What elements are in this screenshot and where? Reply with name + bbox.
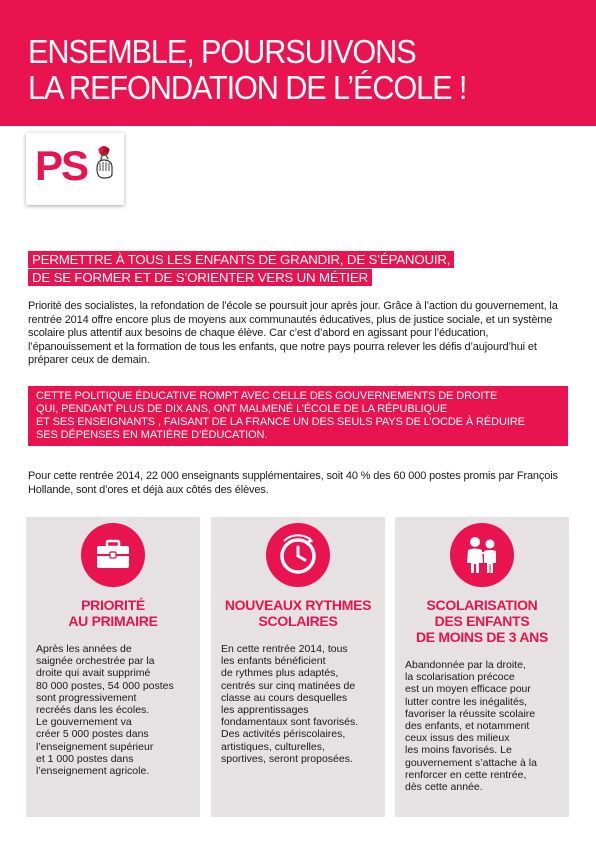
card-body-line: l’enseignement agricole. (36, 765, 150, 778)
pullquote-line: CETTE POLITIQUE ÉDUCATIVE ROMPT AVEC CELLE DES GOUVERNEMENTS DE DROITE (36, 390, 498, 402)
card-body (36, 643, 194, 777)
ps-logo (26, 133, 124, 205)
logo-text: PS (35, 142, 88, 189)
card-body-line: les moins favorisés. Le (405, 744, 512, 757)
card-title-line: DE MOINS DE 3 ANS (415, 629, 549, 645)
card-body (221, 643, 379, 765)
card-body (405, 659, 563, 793)
intro-paragraph: Priorité des socialistes, la refondation de l’école se poursuit jour après jour. Grâce à l’action du gouvernement, la rentrée 2014 offre encore plus de moyens aux communautés éducatives, plus de justice sociale, et un système scolaire plus attentif aux besoins de chaque élève. Car c’est d’abord en agissant pour l’éducation, l’épanouissement et la formation de tous les enfants, que notre pays pourra relever les défis d’aujourd’hui et préparer ceux de demain. (28, 300, 558, 367)
card-icon-circle (450, 523, 514, 587)
card-body-line: 80 000 postes, 54 000 postes (36, 679, 174, 692)
card-body-line: sportives, seront proposées. (221, 752, 353, 765)
card-title-line: SCOLAIRES (258, 613, 338, 629)
page-title-line: LA REFONDATION DE L’ÉCOLE ! (28, 69, 467, 106)
card-body-line: saignée orchestrée par la (36, 655, 155, 668)
card-body-line: lutter contre les inégalités, (405, 695, 527, 708)
card-body-line: Le gouvernement va (36, 716, 132, 729)
card-early-schooling (395, 517, 569, 817)
section-heading (28, 251, 518, 287)
section-heading-line: DE SE FORMER ET DE S’ORIENTER VERS UN MÉTIER (28, 269, 372, 286)
card-body-line: En cette rentrée 2014, tous (221, 643, 348, 655)
rentree-paragraph: Pour cette rentrée 2014, 22 000 enseignants supplémentaires, soit 40 % des 60 000 postes promis par François Hollande, sont d’ores et déjà aux côtés des élèves. (28, 470, 558, 496)
card-title (395, 597, 569, 645)
rose-fist-icon (93, 145, 117, 179)
card-body-line: ceux issus des milieux (405, 732, 510, 745)
card-body-line: et 1 000 postes dans (36, 752, 134, 765)
briefcase-icon (81, 523, 145, 587)
card-body-line: favoriser la réussite scolaire (405, 707, 536, 720)
card-body-line: des enfants, et notamment (405, 720, 530, 733)
card-body-line: Des activités périscolaires, (221, 728, 346, 741)
card-title (211, 597, 385, 629)
card-body-line: sont progressivement (36, 691, 137, 704)
card-title-line: DES ENFANTS (434, 613, 530, 629)
card-body-line: renforcer en cette rentrée, (405, 768, 527, 781)
card-body-line: gouvernement s’attache à la (405, 756, 537, 769)
card-body-line: créer 5 000 postes dans (36, 728, 149, 741)
card-body-line: de rythmes plus adaptés, (221, 667, 339, 680)
card-body-line: artistiques, culturelles, (221, 740, 325, 753)
card-title-line: PRIORITÉ (81, 597, 145, 613)
card-icon-circle (81, 523, 145, 587)
card-body-line: droite qui avait supprimé (36, 667, 151, 680)
card-body-line: centrés sur cinq matinées de (221, 679, 356, 692)
card-body-line: dès cette année. (405, 781, 483, 794)
policy-pullquote (28, 386, 568, 446)
card-body-line: est un moyen efficace pour (405, 683, 531, 696)
card-title-line: AU PRIMAIRE (68, 613, 158, 629)
card-body-line: les apprentissages (221, 704, 309, 717)
children-icon (450, 523, 514, 587)
card-body-line: Abandonnée par la droite, (405, 659, 526, 671)
card-body-line: recréés dans les écoles. (36, 704, 150, 717)
clock-icon (266, 523, 330, 587)
header-banner (0, 0, 596, 126)
card-title-line: SCOLARISATION (426, 597, 538, 613)
card-body-line: la scolarisation précoce (405, 671, 515, 684)
section-heading-line: PERMETTRE À TOUS LES ENFANTS DE GRANDIR, DE S’ÉPANOUIR, (28, 251, 454, 268)
page-title-line: ENSEMBLE, POURSUIVONS (28, 33, 416, 70)
pullquote-line: SES DÉPENSES EN MATIÈRE D’ÉDUCATION. (36, 429, 268, 441)
card-title-line: NOUVEAUX RYTHMES (224, 597, 372, 613)
card-school-rhythms (211, 517, 385, 817)
card-body-line: fondamentaux sont favorisés. (221, 716, 359, 729)
pullquote-line: ET SES ENSEIGNANTS , FAISANT DE LA FRANCE UN DES SEULS PAYS DE L’OCDE À RÉDUIRE (36, 416, 525, 428)
card-body-line: classe au cours desquelles (221, 691, 348, 704)
card-body-line: les enfants bénéficient (221, 655, 326, 668)
page-title (28, 34, 549, 106)
card-icon-circle (266, 523, 330, 587)
card-body-line: l’enseignement supérieur (36, 740, 154, 753)
card-body-line: Après les années de (36, 643, 132, 655)
pullquote-line: QUI, PENDANT PLUS DE DIX ANS, ONT MALMENÉ L’ÉCOLE DE LA RÉPUBLIQUE (36, 403, 448, 415)
card-primary-priority (26, 517, 200, 817)
card-title (26, 597, 200, 629)
